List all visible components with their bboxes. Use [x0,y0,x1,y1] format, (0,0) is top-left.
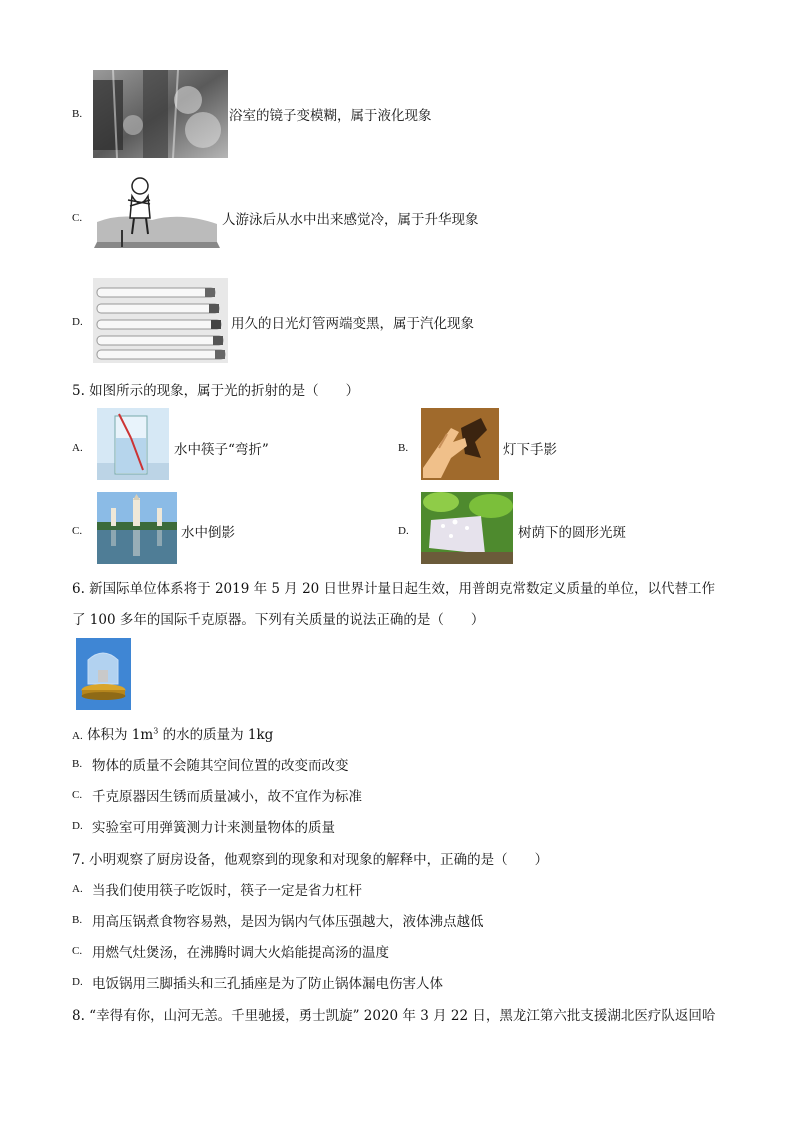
question-stem: 5. 如图所示的现象，属于光的折射的是（ ） [72,383,360,399]
question-stem: 6. 新国际单位体系将于 2019 年 5 月 20 日世界计量日起生效，用普朗克常数定义质量的单位，以代替工作 [72,581,716,597]
option-text: 树荫下的圆形光斑 [518,525,626,541]
option-text: 千克原器因生锈而质量减小，故不宜作为标准 [92,789,362,805]
option-text: 水中筷子“弯折” [174,442,269,458]
option-text: 浴室的镜子变模糊，属于液化现象 [229,108,432,124]
option-label: D. [398,525,409,537]
pagoda-reflection-image [97,492,177,564]
option-label: A. [72,730,83,742]
option-a [72,723,273,743]
option-label: C. [72,789,83,801]
option-label: D. [72,820,83,832]
option-label: D. [72,976,83,988]
option-label: B. [72,914,83,926]
option-text: 水中倒影 [181,525,235,541]
option-text: 用久的日光灯管两端变黑，属于汽化现象 [231,316,474,332]
option-label: C. [72,945,83,957]
option-text-post: 的水的质量为 1kg [158,727,274,743]
option-label: B. [398,442,409,454]
option-text: 人游泳后从水中出来感觉冷，属于升华现象 [222,212,479,228]
fluorescent-tubes-image [93,278,228,363]
question-stem: 8. “幸得有你，山河无恙。千里驰援，勇士凯旋” 2020 年 3 月 22 日，黑龙江第六批支援湖北医疗队返回哈 [72,1008,716,1024]
fogged-mirror-image [93,70,228,158]
hand-shadow-image [421,408,499,480]
chopsticks-in-water-image [97,408,169,480]
option-label: B. [72,758,83,770]
option-label: D. [72,316,83,328]
option-text-pre: 体积为 1m [87,727,154,743]
option-text: 灯下手影 [503,442,557,458]
option-text: 用高压锅煮食物容易熟，是因为锅内气体压强越大，液体沸点越低 [92,914,484,930]
option-label: C. [72,212,83,224]
swimmer-cold-image [92,172,222,250]
option-label: B. [72,108,83,120]
option-text: 实验室可用弹簧测力计来测量物体的质量 [92,820,335,836]
option-label: A. [72,883,83,895]
light-spots-image [421,492,513,564]
option-label: A. [72,442,83,454]
kilogram-prototype-image [76,638,131,710]
superscript-3: 3 [153,726,159,736]
option-text: 物体的质量不会随其空间位置的改变而改变 [92,758,349,774]
option-label: C. [72,525,83,537]
option-text: 用燃气灶煲汤，在沸腾时调大火焰能提高汤的温度 [92,945,389,961]
option-text: 电饭锅用三脚插头和三孔插座是为了防止锅体漏电伤害人体 [92,976,443,992]
question-stem: 了 100 多年的国际千克原器。下列有关质量的说法正确的是（ ） [72,612,485,628]
question-stem: 7. 小明观察了厨房设备，他观察到的现象和对现象的解释中，正确的是（ ） [72,852,549,868]
option-text: 当我们使用筷子吃饭时，筷子一定是省力杠杆 [92,883,362,899]
